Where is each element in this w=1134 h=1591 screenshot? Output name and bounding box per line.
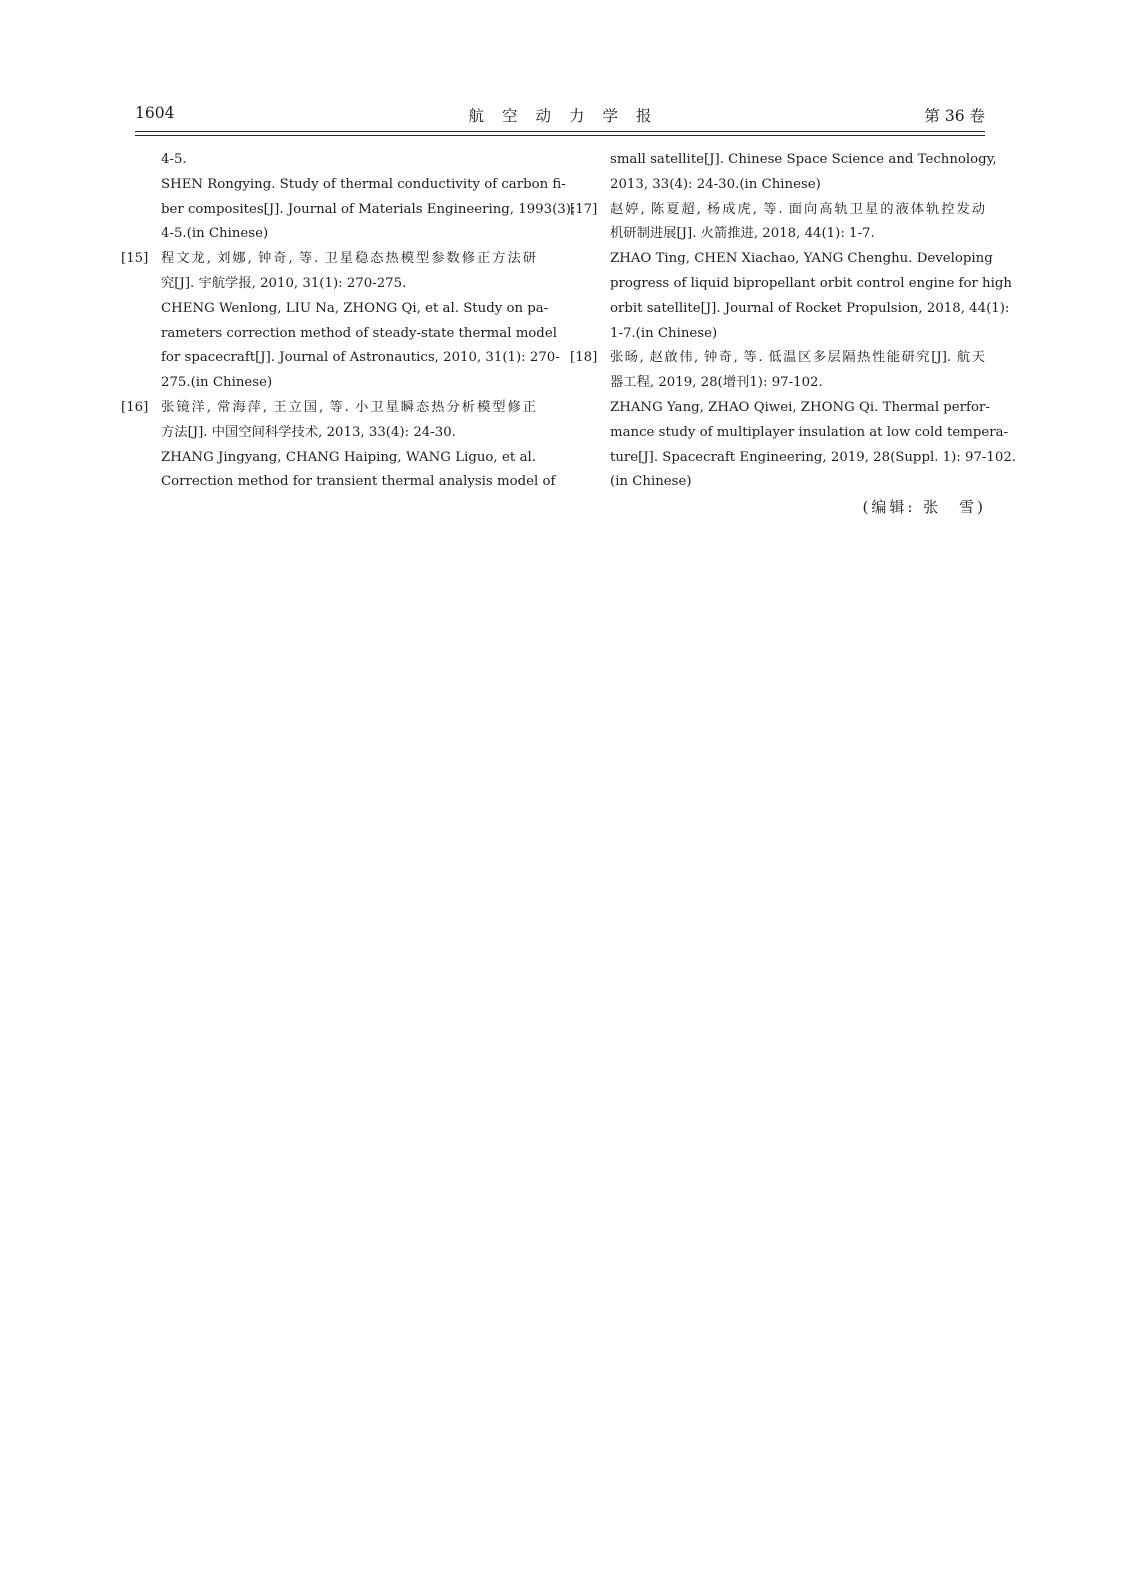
reference-continuation bbox=[121, 148, 576, 247]
reference-line: 张旸, 赵啟伟, 钟奇, 等. 低温区多层隔热性能研究[J]. 航天 bbox=[610, 350, 985, 366]
reference-line: mance study of multiplayer insulation at low cold tempera- bbox=[610, 424, 1009, 440]
editor-note: (编辑: 张 雪) bbox=[862, 498, 986, 516]
reference-number: [16] bbox=[121, 399, 149, 415]
header-rule-thin bbox=[135, 135, 985, 136]
reference-number: [18] bbox=[570, 350, 598, 366]
reference-line: 赵婷, 陈夏超, 杨成虎, 等. 面向高轨卫星的液体轨控发动 bbox=[610, 201, 985, 217]
reference-16 bbox=[121, 396, 556, 495]
reference-line: for spacecraft[J]. Journal of Astronautics, 2010, 31(1): 270- bbox=[161, 350, 560, 366]
journal-title: 航空动力学报 bbox=[468, 107, 670, 125]
reference-line: ZHANG Yang, ZHAO Qiwei, ZHONG Qi. Thermal perfor- bbox=[610, 399, 990, 415]
reference-line: SHEN Rongying. Study of thermal conductivity of carbon fi- bbox=[161, 176, 566, 192]
reference-line: 4-5.(in Chinese) bbox=[161, 226, 269, 242]
references-left-column bbox=[121, 148, 576, 495]
volume-label: 第 36 卷 bbox=[924, 107, 985, 125]
reference-line: (in Chinese) bbox=[610, 474, 692, 490]
reference-number: [17] bbox=[570, 201, 598, 217]
reference-line: 275.(in Chinese) bbox=[161, 375, 273, 391]
page-number: 1604 bbox=[135, 104, 175, 122]
references-right-column bbox=[570, 148, 1017, 495]
reference-continuation bbox=[570, 148, 997, 198]
reference-line: 2013, 33(4): 24-30.(in Chinese) bbox=[610, 176, 821, 192]
reference-18 bbox=[570, 346, 1017, 495]
reference-line: 机研制进展[J]. 火箭推进, 2018, 44(1): 1-7. bbox=[610, 226, 875, 242]
reference-line: orbit satellite[J]. Journal of Rocket Propulsion, 2018, 44(1): bbox=[610, 300, 1010, 316]
reference-line: ture[J]. Spacecraft Engineering, 2019, 28(Suppl. 1): 97-102. bbox=[610, 449, 1017, 465]
reference-line: ZHAO Ting, CHEN Xiachao, YANG Chenghu. Developing bbox=[610, 251, 993, 267]
reference-line: progress of liquid bipropellant orbit control engine for high bbox=[610, 275, 1012, 291]
reference-line: Correction method for transient thermal analysis model of bbox=[161, 474, 556, 490]
reference-line: ZHANG Jingyang, CHANG Haiping, WANG Liguo, et al. bbox=[161, 449, 536, 465]
reference-line: 器工程, 2019, 28(增刊1): 97-102. bbox=[610, 375, 823, 391]
reference-line: 张镜洋, 常海萍, 王立国, 等. 小卫星瞬态热分析模型修正 bbox=[161, 399, 536, 415]
reference-line: small satellite[J]. Chinese Space Science and Technology, bbox=[610, 152, 997, 167]
reference-line: CHENG Wenlong, LIU Na, ZHONG Qi, et al. Study on pa- bbox=[161, 300, 549, 316]
reference-line: 究[J]. 宇航学报, 2010, 31(1): 270-275. bbox=[161, 275, 407, 291]
reference-number: [15] bbox=[121, 251, 149, 267]
reference-line: 方法[J]. 中国空间科学技术, 2013, 33(4): 24-30. bbox=[161, 424, 456, 440]
reference-line: ber composites[J]. Journal of Materials Engineering, 1993(3): bbox=[161, 201, 576, 217]
reference-15 bbox=[121, 247, 560, 396]
reference-line: rameters correction method of steady-state thermal model bbox=[161, 325, 557, 341]
reference-line: 1-7.(in Chinese) bbox=[610, 325, 718, 341]
header-rule-thick bbox=[135, 131, 985, 132]
reference-17 bbox=[570, 198, 1012, 347]
reference-line: 4-5. bbox=[161, 152, 187, 167]
reference-line: 程文龙, 刘娜, 钟奇, 等. 卫星稳态热模型参数修正方法研 bbox=[161, 251, 536, 267]
running-header bbox=[135, 104, 985, 128]
